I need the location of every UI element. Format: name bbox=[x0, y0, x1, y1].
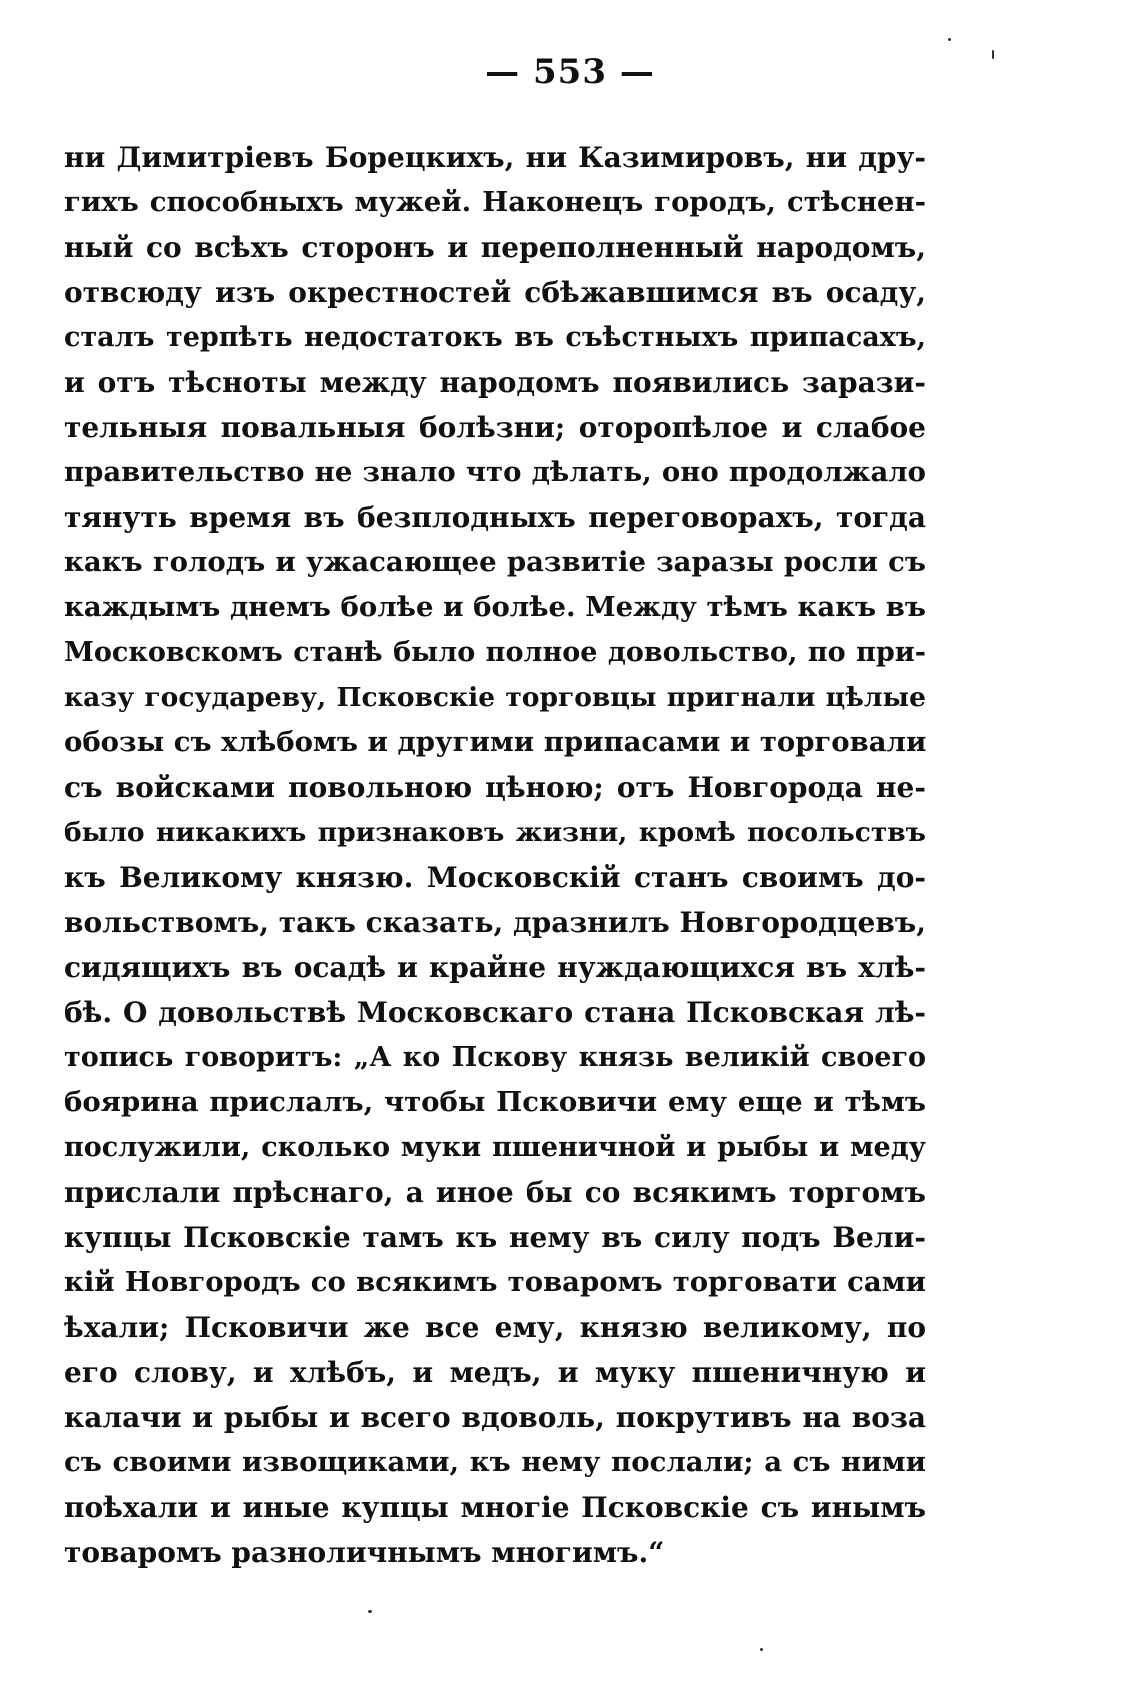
text-line: правительство не знало что дѣлать, оно продолжало bbox=[64, 456, 926, 488]
page-number: — 553 — bbox=[485, 52, 655, 92]
text-line: сидящихъ въ осадѣ и крайне нуждающихся въ хлѣ- bbox=[64, 951, 926, 984]
text-line: тянуть время въ безплодныхъ переговорахъ, тогда bbox=[64, 501, 926, 534]
scan-speck bbox=[992, 50, 994, 59]
text-line: какъ голодъ и ужасающее развитіе заразы росли съ bbox=[64, 546, 926, 578]
text-line: Московскомъ станѣ было полное довольство, по при- bbox=[64, 637, 926, 668]
body-text bbox=[64, 135, 926, 1575]
text-line: каждымъ днемъ болѣе и болѣе. Между тѣмъ какъ въ bbox=[64, 591, 926, 623]
text-line: съ своими извощиками, къ нему послали; а съ ними bbox=[64, 1446, 926, 1478]
text-line: къ Великому князю. Московскій станъ своимъ до- bbox=[64, 861, 926, 894]
text-line: его слову, и хлѣбъ, и медъ, и муку пшеничную и bbox=[64, 1356, 926, 1389]
scan-speck bbox=[948, 38, 951, 41]
text-line: боярина прислалъ, чтобы Псковичи ему еще и тѣмъ bbox=[64, 1086, 926, 1118]
text-line: кій Новгородъ со всякимъ товаромъ торговати сами bbox=[64, 1266, 926, 1298]
text-line: поѣхали и иные купцы многіе Псковскіе съ инымъ bbox=[64, 1491, 926, 1524]
text-line: товаромъ разноличнымъ многимъ.“ bbox=[64, 1536, 665, 1569]
text-line: ни Димитріевъ Борецкихъ, ни Казимировъ, ни дру- bbox=[64, 141, 926, 174]
text-line: было никакихъ признаковъ жизни, кромѣ посольствъ bbox=[64, 817, 926, 848]
text-line: купцы Псковскіе тамъ къ нему въ силу подъ Вели- bbox=[64, 1221, 926, 1254]
scan-speck bbox=[760, 1648, 763, 1651]
text-line: тельныя повальныя болѣзни; оторопѣлое и слабое bbox=[64, 411, 926, 444]
text-line: калачи и рыбы и всего вдоволь, покрутивъ на воза bbox=[64, 1401, 926, 1434]
text-line: казу государеву, Псковскіе торговцы пригнали цѣлые bbox=[64, 682, 926, 713]
text-line: обозы съ хлѣбомъ и другими припасами и торговали bbox=[64, 726, 926, 758]
text-line: ѣхали; Псковичи же все ему, князю великому, по bbox=[64, 1311, 926, 1344]
text-line: гихъ способныхъ мужей. Наконецъ городъ, стѣснен- bbox=[64, 186, 926, 218]
text-line: топись говоритъ: „А ко Пскову князь великій своего bbox=[64, 1042, 926, 1073]
text-line: вольствомъ, такъ сказать, дразнилъ Новгородцевъ, bbox=[64, 906, 926, 939]
text-line: съ войсками повольною цѣною; отъ Новгорода не- bbox=[64, 771, 926, 804]
scan-speck bbox=[368, 1610, 372, 1613]
text-line: отвсюду изъ окрестностей сбѣжавшимся въ осаду, bbox=[64, 276, 926, 309]
text-line: и отъ тѣсноты между народомъ появились зарази- bbox=[64, 366, 926, 399]
text-line: ный со всѣхъ сторонъ и переполненный народомъ, bbox=[64, 231, 926, 264]
text-line: сталъ терпѣть недостатокъ въ съѣстныхъ припасахъ, bbox=[64, 322, 926, 353]
text-line: прислали прѣснаго, а иное бы со всякимъ торгомъ bbox=[64, 1176, 926, 1209]
text-line: бѣ. О довольствѣ Московскаго стана Псковская лѣ- bbox=[64, 996, 926, 1029]
text-line: послужили, сколько муки пшеничной и рыбы и меду bbox=[64, 1132, 926, 1163]
